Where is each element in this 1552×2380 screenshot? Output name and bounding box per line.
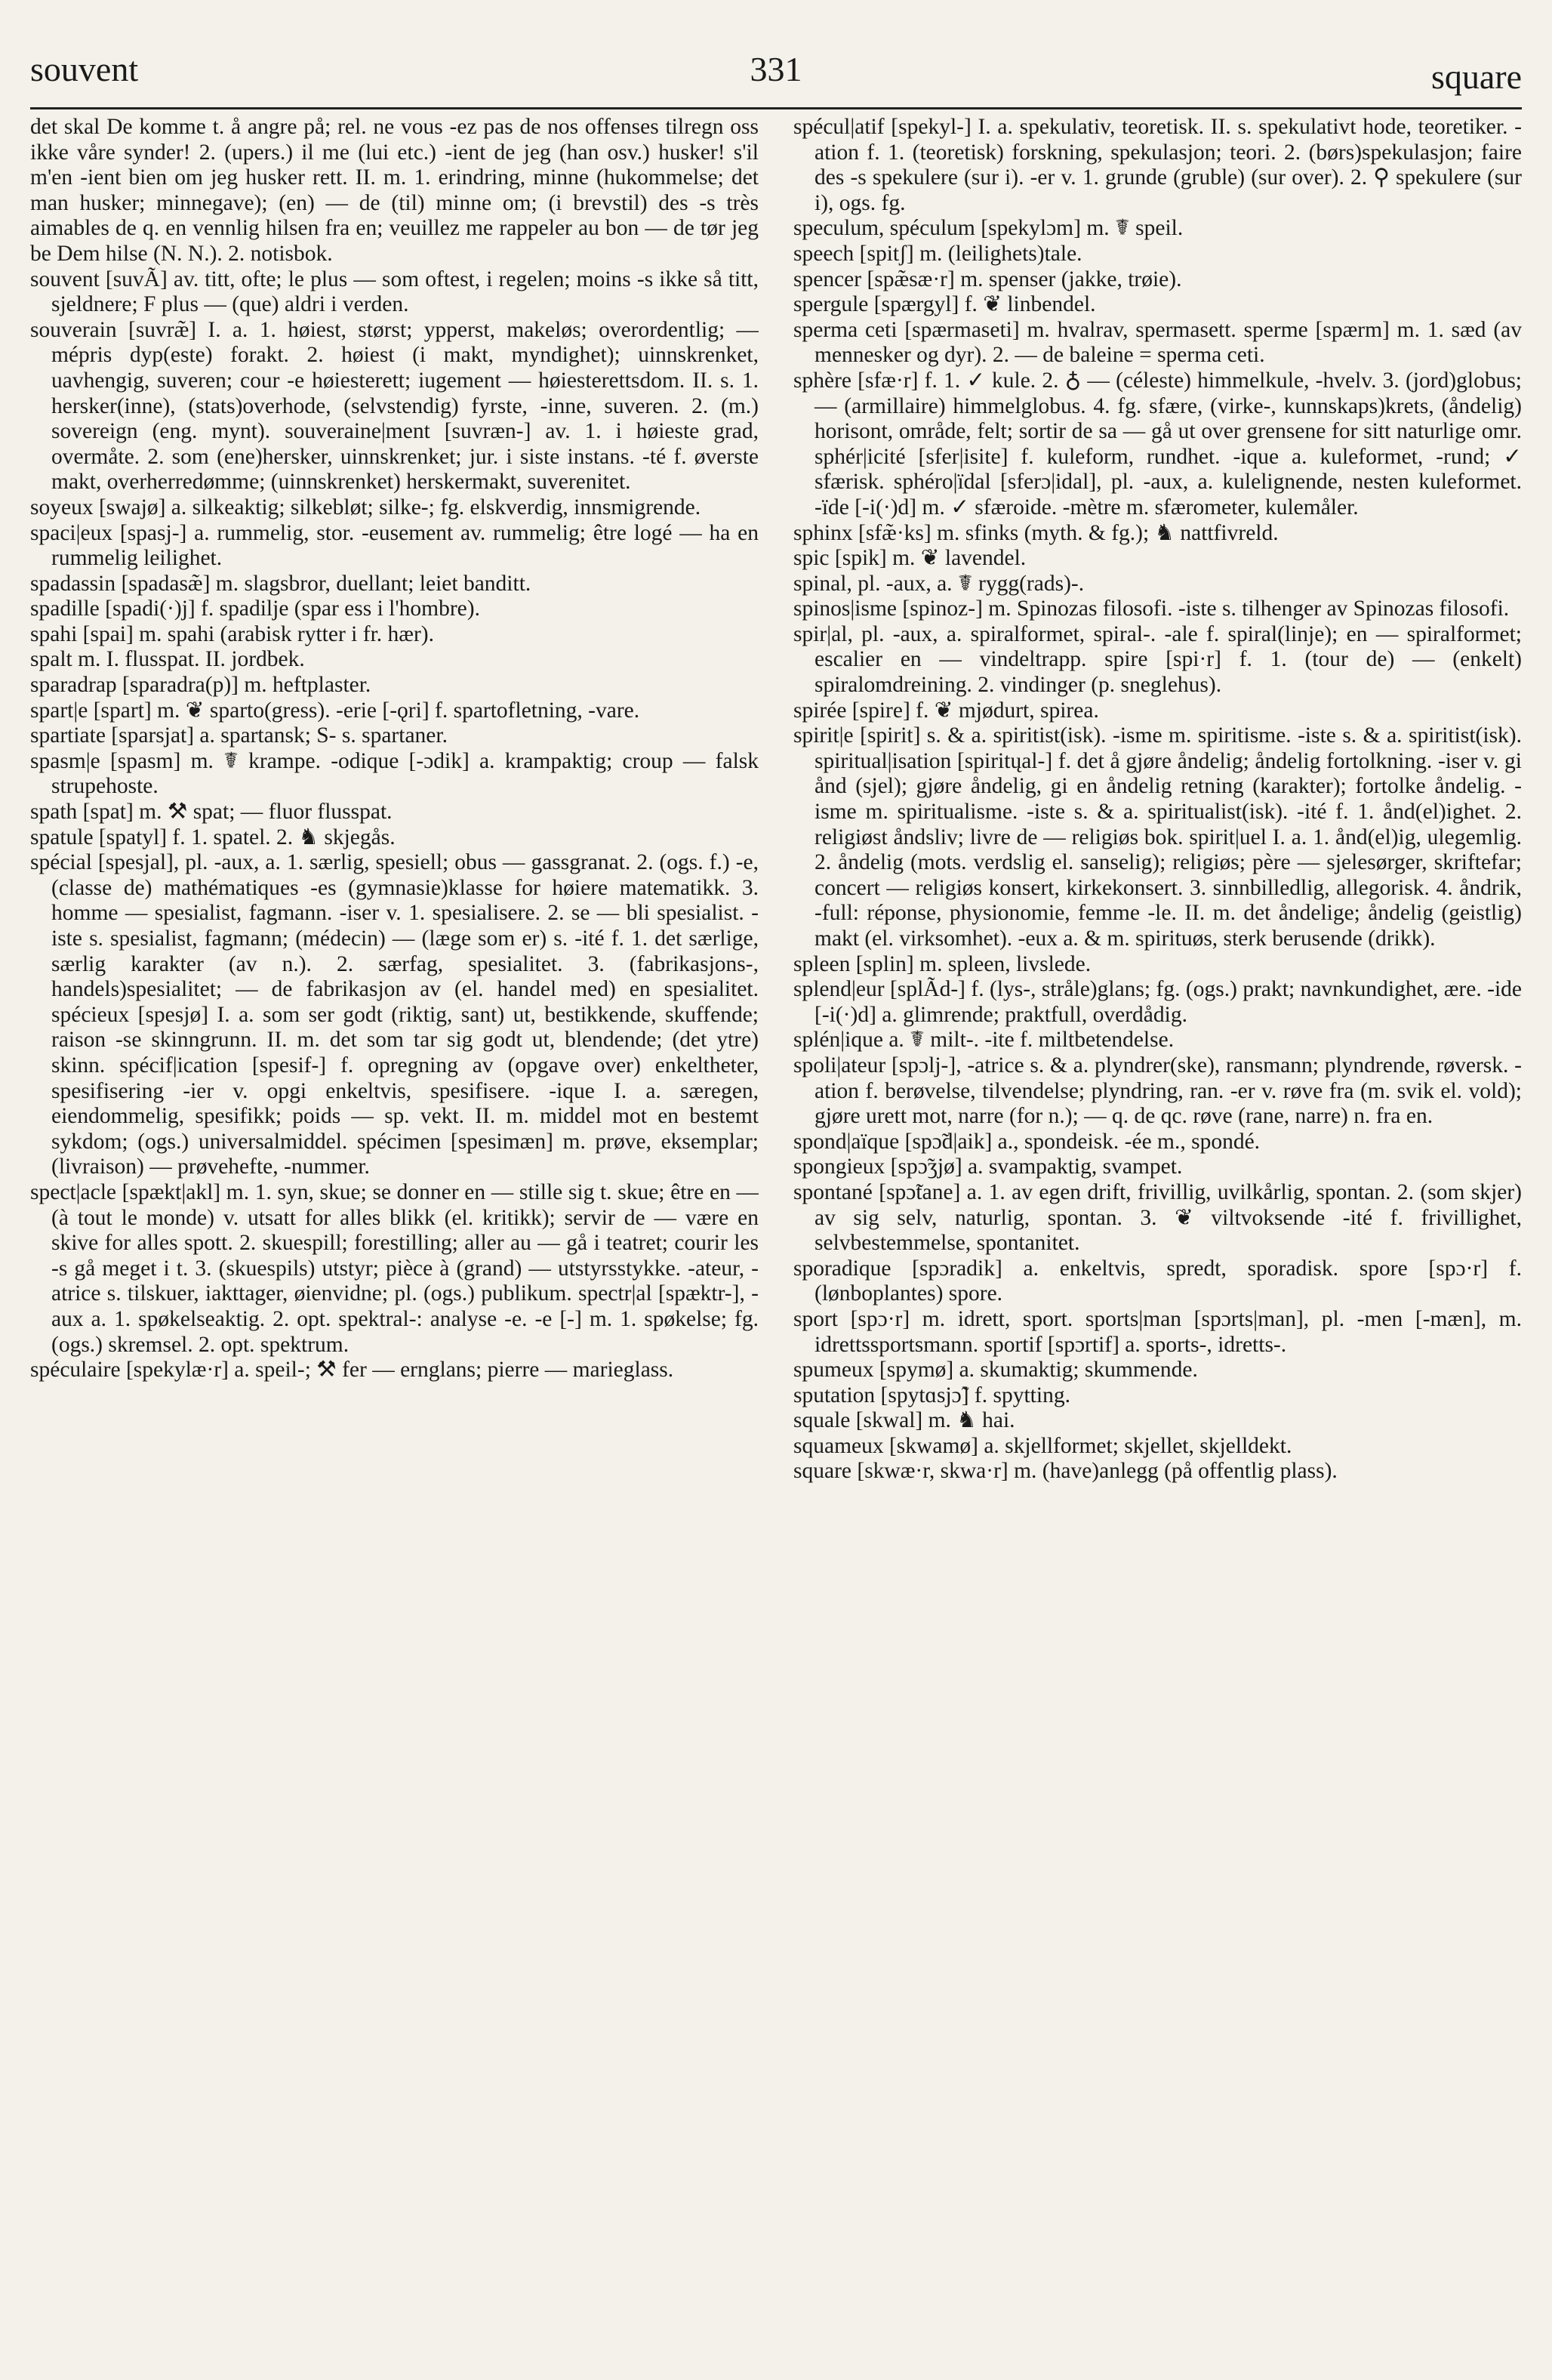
dictionary-entry: det skal De komme t. å angre på; rel. ne vous -ez pas de nos offenses tilregn oss ikke våre synder! 2. (upers.) il me (lui etc.) -ient de jeg (han osv.) husker! s'il m'en -ient bien om jeg husker rett. II. m. 1. erindring, minne (hukommelse; det man husker; minnegave); (en) — de (til) minne om; (i brevstil) des -s très aimables de q. en vennlig hilsen fra en; veuillez me rappeler au bon — de tør jeg be Dem hilse (N. N.). 2. notisbok.: [30, 115, 759, 266]
right-column: [793, 115, 1522, 2365]
dictionary-entry: soyeux [swajø] a. silkeaktig; silkebløt; silke-; fg. elskverdig, innsmigrende.: [30, 495, 701, 519]
dictionary-entry: spir|al, pl. -aux, a. spiralformet, spiral-. -ale f. spiral(linje); en — spiralformet; escalier en — vindeltrapp. spire [spi·r] f. 1. (tour de) — (enkelt) spiralomdreining. 2. vindinger (p. sneglehus).: [793, 621, 1522, 698]
dictionary-entry: spencer [spæ̃sæ·r] m. spenser (jakke, trøie).: [793, 267, 1182, 291]
dictionary-entry: square [skwæ·r, skwa·r] m. (have)anlegg (på offentlig plass).: [793, 1459, 1338, 1484]
dictionary-entry: spath [spat] m. ⚒ spat; — fluor flusspat.: [30, 800, 393, 825]
dictionary-entry: spontané [spɔ̃tane] a. 1. av egen drift, frivillig, uvilkårlig, spontan. 2. (som skjer) av sig selv, naturlig, spontan. 3. ❦ viltvoksende -ité f. frivillighet, selvbestemmelse, spontanitet.: [793, 1179, 1522, 1256]
dictionary-entry: spumeux [spymø] a. skumaktig; skummende.: [793, 1358, 1198, 1383]
left-column: [30, 115, 759, 2365]
dictionary-entry: sputation [spytɑsjɔ̃] f. spytting.: [793, 1383, 1070, 1407]
dictionary-entry: spécial [spesjal], pl. -aux, a. 1. særlig, spesiell; obus — gassgranat. 2. (ogs. f.) -e, (classe de) mathématiques -es (gymnasie)klasse for høiere matematikk. 3. homme — spesialist, fagmann. -iser v. 1. spesialisere. 2. se — bli spesialist. -iste s. spesialist, fagmann; (médecin) — (læge som er) s. -ité f. 1. det særlige, særlig karakter (av n.). 2. særfag, spesialitet. 3. (fabrikasjons-, handels)spesialitet; — de fabrikasjon av (el. handel med) en spesialitet. spécieux [spesjø] I. a. som ser godt (riktig, sant) ut, bestikkende, skuffende; raison -se skinngrunn. II. m. det som tar sig godt ut, blendende; (det ytre) skinn. spécif|ication [spesif-] f. opregning av (opgave over) enkeltheter, spesifisering -ier v. opgi enkeltvis, spesifisere. -ique I. a. særegen, eiendommelig, spesifikk; poids — sp. vekt. II. m. middel mot en bestemt sykdom; (ogs.) universalmiddel. spécimen [spesimæn] m. prøve, eksemplar; (livraison) — prøvehefte, -nummer.: [30, 850, 759, 1179]
dictionary-entry: spinos|isme [spinoz-] m. Spinozas filosofi. -iste s. tilhenger av Spinozas filosofi.: [793, 597, 1510, 621]
dictionary-entry: spécul|atif [spekyl-] I. a. spekulativ, teoretisk. II. s. spekulativt hode, teoretiker. -ation f. 1. (teoretisk) forskning, spekulasjon; teori. 2. (børs)spekulasjon; faire des -s spekulere (sur i). -er v. 1. grunde (gruble) (sur over). 2. ⚲ spekulere (sur i), ogs. fg.: [793, 115, 1522, 215]
dictionary-entry: splén|ique a. ☤ milt-. -ite f. miltbetendelse.: [793, 1028, 1175, 1053]
dictionary-entry: sphère [sfæ·r] f. 1. ✓ kule. 2. ♁ — (céleste) himmelkule, -hvelv. 3. (jord)globus; — (armillaire) himmelglobus. 4. fg. sfære, (virke-, kunnskaps)krets, (åndelig) horisont, område, felt; sortir de sa — gå ut over grensene for sitt naturlige omr. sphér|icité [sfer|isite] f. kuleform, rundhet. -ique a. kuleformet, -rund; ✓ sfærisk. sphéro|ïdal [sferɔ|idal], pl. -aux, a. kulelignende, nesten kuleformet. -ïde [-i(·)d] m. ✓ sfæroide. -mètre m. sfærometer, kulemåler.: [793, 368, 1522, 519]
dictionary-entry: spahi [spai] m. spahi (arabisk rytter i fr. hær).: [30, 621, 434, 646]
dictionary-entry: spongieux [spɔ̃ʒjø] a. svampaktig, svampet.: [793, 1155, 1183, 1179]
dictionary-entry: spéculaire [spekylæ·r] a. speil-; ⚒ fer — ernglans; pierre — marieglass.: [30, 1358, 674, 1383]
dictionary-entry: spart|e [spart] m. ❦ sparto(gress). -erie [-ǫri] f. spartofletning, -vare.: [30, 698, 640, 723]
dictionary-entry: spaci|eux [spasj-] a. rummelig, stor. -eusement av. rummelig; être logé — ha en rummelig leilighet.: [30, 520, 759, 571]
header-rule: [30, 107, 1522, 109]
page-number: 331: [750, 50, 802, 88]
dictionary-entry: spond|aïque [spɔ̃d|aik] a., spondeisk. -ée m., spondé.: [793, 1129, 1261, 1154]
dictionary-entry: spect|acle [spækt|akl] m. 1. syn, skue; se donner en — stille sig t. skue; être en — (à tout le monde) v. utsatt for alles blikk (el. kritikk); servir de — være en skive for alles spott. 2. skuespill; forestilling; aller au — gå i teatret; courir les -s gå meget i t. 3. (skuespils) utstyr; pièce à (grand) — utstyrsstykke. -ateur, -atrice s. tilskuer, iakttager, øienvidne; pl. (ogs.) publikum. spectr|al [spæktr-], -aux a. 1. spøkelseaktig. 2. opt. spektral-: analyse -e. -e [-] m. 1. spøkelse; fg. (ogs.) skremsel. 2. opt. spektrum.: [30, 1179, 759, 1357]
dictionary-entry: spadassin [spadasæ̃] m. slagsbror, duellant; leiet banditt.: [30, 571, 531, 596]
dictionary-entry: spirit|e [spirit] s. & a. spiritist(isk). -isme m. spiritisme. -iste s. & a. spiritist(isk). spiritual|isation [spiritųal-] f. det å gjøre åndelig; åndelig fortolkning. -iser v. gi ånd (sjel); gjøre åndelig, gi en åndelig retning (karakter); fortolke åndelig. -isme m. spiritualisme. -iste s. & a. spiritualist(isk). -ité f. 1. ånd(el)ighet. 2. religiøst åndsliv; livre de — religiøs bok. spirit|uel I. a. 1. ånd(el)ig, ulegemlig. 2. åndelig (mots. verdslig el. sanselig); religiøs; père — sjelesørger, skriftefar; concert — religiøs konsert, kirkekonsert. 3. sinnbilledlig, allegorisk. 4. åndrik, -full: réponse, physionomie, femme -le. II. m. det åndelige; åndelig (geistlig) makt (el. virksomhet). -eux a. & m. spirituøs, sterk berusende (drikk).: [793, 723, 1522, 951]
dictionary-entry: splend|eur [splÃd-] f. (lys-, stråle)glans; fg. (ogs.) prakt; navnkundighet, ære. -ide [-i(·)d] a. glimrende; praktfull, overdådig.: [793, 977, 1522, 1027]
dictionary-entry: squameux [skwamø] a. skjellformet; skjellet, skjelldekt.: [793, 1433, 1292, 1458]
dictionary-entry: squale [skwal] m. ♞ hai.: [793, 1408, 1015, 1433]
page-header: [30, 39, 1522, 100]
dictionary-entry: spic [spik] m. ❦ lavendel.: [793, 546, 1027, 571]
dictionary-columns: [30, 115, 1522, 2365]
dictionary-entry: spergule [spærgyl] f. ❦ linbendel.: [793, 292, 1096, 317]
left-running-headword: souvent: [30, 50, 139, 88]
dictionary-entry: spasm|e [spasm] m. ☤ krampe. -odique [-ɔdik] a. krampaktig; croup — falsk strupehoste.: [30, 748, 759, 799]
dictionary-entry: spirée [spire] f. ❦ mjødurt, spirea.: [793, 698, 1099, 723]
dictionary-entry: sphinx [sfæ̃·ks] m. sfinks (myth. & fg.); ♞ nattfivreld.: [793, 520, 1279, 545]
right-running-headword: square: [1430, 57, 1522, 96]
dictionary-entry: sport [spɔ·r] m. idrett, sport. sports|man [spɔrts|man], pl. -men [-mæn], m. idrettssportsmann. sportif [spɔrtif] a. sports-, idretts-.: [793, 1306, 1522, 1357]
dictionary-entry: spartiate [sparsjat] a. spartansk; S- s. spartaner.: [30, 723, 448, 748]
dictionary-entry: souvent [suvÃ] av. titt, ofte; le plus — som oftest, i regelen; moins -s ikke så titt, sjeldnere; F plus — (que) aldri i verden.: [30, 267, 759, 317]
dictionary-entry: spleen [splin] m. spleen, livslede.: [793, 951, 1092, 976]
dictionary-entry: speculum, spéculum [spekylɔm] m. ☤ speil.: [793, 216, 1184, 241]
dictionary-entry: sperma ceti [spærmaseti] m. hvalrav, spermasett. sperme [spærm] m. 1. sæd (av mennesker og dyr). 2. — de baleine = sperma ceti.: [793, 317, 1522, 368]
dictionary-entry: sparadrap [sparadra(p)] m. heftplaster.: [30, 673, 371, 698]
dictionary-entry: spalt m. I. flusspat. II. jordbek.: [30, 647, 305, 672]
dictionary-entry: speech [spitʃ] m. (leilighets)tale.: [793, 241, 1082, 266]
dictionary-entry: spadille [spadi(·)j] f. spadilje (spar ess i l'hombre).: [30, 597, 480, 621]
dictionary-entry: spinal, pl. -aux, a. ☤ rygg(rads)-.: [793, 571, 1085, 596]
dictionary-entry: sporadique [spɔradik] a. enkeltvis, spredt, sporadisk. spore [spɔ·r] f. (lønboplantes) spore.: [793, 1256, 1522, 1306]
dictionary-entry: spoli|ateur [spɔlj-], -atrice s. & a. plyndrer(ske), ransmann; plyndrende, røversk. -ation f. berøvelse, tilvendelse; plyndring, ran. -er v. røve fra (m. svik el. vold); gjøre urett mot, narre (for n.); — q. de qc. røve (rane, narre) n. fra en.: [793, 1053, 1522, 1129]
dictionary-entry: spatule [spatyl] f. 1. spatel. 2. ♞ skjegås.: [30, 825, 396, 849]
dictionary-entry: souverain [suvræ̃] I. a. 1. høiest, størst; ypperst, makeløs; overordentlig; — mépris dyp(este) forakt. 2. høiest (i makt, myndighet); uinnskrenket, uavhengig, suveren; cour -e høiesterett; iugement — høiesterettsdom. II. s. 1. hersker(inne), (stats)overhode, (selvstendig) fyrste, -inne, suveren. 2. (m.) sovereign (eng. mynt). souveraine|ment [suvræn-] av. 1. i høieste grad, overmåte. 2. som (ene)hersker, uinnskrenket; jur. i siste instans. -té f. øverste makt, overherredømme; (uinnskrenket) herskermakt, suverenitet.: [30, 317, 759, 495]
